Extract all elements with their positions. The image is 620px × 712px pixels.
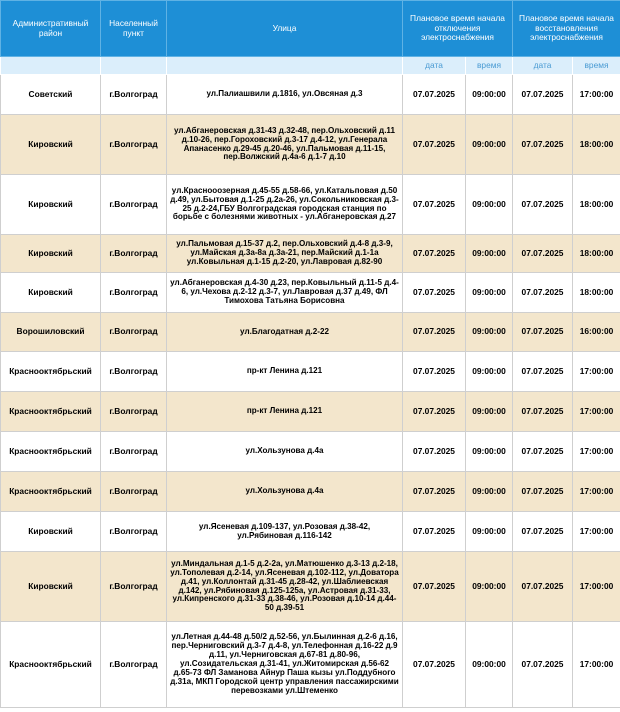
subheader-blank: [1, 57, 101, 75]
table-row: [1, 622, 620, 708]
table-row: [1, 175, 620, 235]
city-cell: г.Волгоград: [101, 175, 167, 235]
on-date-cell: 07.07.2025: [513, 622, 573, 708]
street-cell: ул.Краснооозерная д.45-55 д.58-66, ул.Катальповая д.50 д.49, ул.Бытовая д.1-25 д.2а-26, ул.Сокольниковская д.3-25 д.2-24,ГБУ Волгоградская городская станция по борьбе с болезнями животных - ул.Абганеровская д.27: [167, 175, 403, 235]
off-date-cell: 07.07.2025: [403, 115, 466, 175]
on-date-cell: 07.07.2025: [513, 273, 573, 313]
city-cell: г.Волгоград: [101, 273, 167, 313]
off-date-cell: 07.07.2025: [403, 75, 466, 115]
table-row: [1, 472, 620, 512]
table-row: [1, 235, 620, 273]
street-cell: ул.Абганеровская д.4-30 д.23, пер.Ковыльный д.11-5 д.4-6, ул.Чехова д.2-12 д.3-7, ул.Лавровая д.37 д.49, ФЛ Тимохова Татьяна Борисовна: [167, 273, 403, 313]
city-cell: г.Волгоград: [101, 432, 167, 472]
city-cell: г.Волгоград: [101, 75, 167, 115]
street-cell: ул.Палиашвили д.1816, ул.Овсяная д.3: [167, 75, 403, 115]
off-time-cell: 09:00:00: [466, 472, 513, 512]
district-cell: Краснооктябрьский: [1, 472, 101, 512]
district-cell: Кировский: [1, 235, 101, 273]
district-cell: Краснооктябрьский: [1, 622, 101, 708]
table-row: [1, 352, 620, 392]
street-cell: ул.Хользунова д.4а: [167, 432, 403, 472]
off-time-cell: 09:00:00: [466, 175, 513, 235]
street-cell: ул.Пальмовая д.15-37 д.2, пер.Ольховский д.4-8 д.3-9, ул.Майская д.3а-8а д.3а-21, пер.Майский д.1-1а ул.Ковыльная д.1-15 д.2-20, ул.Лавровая д.82-90: [167, 235, 403, 273]
off-time-cell: 09:00:00: [466, 115, 513, 175]
table-row: [1, 512, 620, 552]
street-cell: пр-кт Ленина д.121: [167, 392, 403, 432]
off-date-cell: 07.07.2025: [403, 552, 466, 622]
city-cell: г.Волгоград: [101, 392, 167, 432]
city-cell: г.Волгоград: [101, 552, 167, 622]
off-time-subheader: время: [466, 57, 513, 75]
on-date-cell: 07.07.2025: [513, 392, 573, 432]
on-date-cell: 07.07.2025: [513, 75, 573, 115]
street-cell: ул.Миндальная д.1-5 д.2-2а, ул.Матюшенко д.3-13 д.2-18, ул.Тополевая д.2-14, ул.Ясеневая д.102-112, ул.Доватора д.41, ул.Коллонтай д.31-45 д.28-42, ул.Шаблиевская д.142, ул.Рябиновая д.125-125а, ул.Астровая д.31-33, ул.Кипренского д.31-33 д.38-46, ул.Розовая д.10-14 д.44-50 д.39-51: [167, 552, 403, 622]
table-row: [1, 115, 620, 175]
district-cell: Краснооктябрьский: [1, 392, 101, 432]
district-cell: Ворошиловский: [1, 313, 101, 352]
off-time-cell: 09:00:00: [466, 432, 513, 472]
street-cell: ул.Благодатная д.2-22: [167, 313, 403, 352]
off-date-cell: 07.07.2025: [403, 273, 466, 313]
off-date-cell: 07.07.2025: [403, 432, 466, 472]
on-date-cell: 07.07.2025: [513, 352, 573, 392]
on-time-header: Плановое время начала восстановления электроснабжения: [513, 1, 620, 57]
district-cell: Советский: [1, 75, 101, 115]
on-time-cell: 16:00:00: [573, 313, 620, 352]
district-cell: Краснооктябрьский: [1, 352, 101, 392]
district-header: Административный район: [1, 1, 101, 57]
off-time-cell: 09:00:00: [466, 622, 513, 708]
on-date-cell: 07.07.2025: [513, 552, 573, 622]
city-cell: г.Волгоград: [101, 512, 167, 552]
on-time-subheader: время: [573, 57, 620, 75]
off-date-cell: 07.07.2025: [403, 352, 466, 392]
table-row: [1, 273, 620, 313]
locality-header: Населенный пункт: [101, 1, 167, 57]
on-date-cell: 07.07.2025: [513, 472, 573, 512]
on-time-cell: 17:00:00: [573, 622, 620, 708]
off-time-cell: 09:00:00: [466, 392, 513, 432]
city-cell: г.Волгоград: [101, 472, 167, 512]
on-time-cell: 18:00:00: [573, 235, 620, 273]
district-cell: Кировский: [1, 512, 101, 552]
on-date-cell: 07.07.2025: [513, 512, 573, 552]
table-row: [1, 552, 620, 622]
city-cell: г.Волгоград: [101, 235, 167, 273]
off-date-cell: 07.07.2025: [403, 235, 466, 273]
on-date-cell: 07.07.2025: [513, 313, 573, 352]
subheader-row: [1, 57, 620, 75]
on-time-cell: 18:00:00: [573, 175, 620, 235]
on-date-cell: 07.07.2025: [513, 432, 573, 472]
table-row: [1, 313, 620, 352]
on-date-cell: 07.07.2025: [513, 235, 573, 273]
on-date-cell: 07.07.2025: [513, 115, 573, 175]
street-header: Улица: [167, 1, 403, 57]
off-date-cell: 07.07.2025: [403, 512, 466, 552]
on-time-cell: 17:00:00: [573, 472, 620, 512]
off-time-cell: 09:00:00: [466, 75, 513, 115]
off-time-cell: 09:00:00: [466, 552, 513, 622]
on-time-cell: 18:00:00: [573, 273, 620, 313]
on-date-subheader: дата: [513, 57, 573, 75]
street-cell: ул.Хользунова д.4а: [167, 472, 403, 512]
on-time-cell: 17:00:00: [573, 75, 620, 115]
city-cell: г.Волгоград: [101, 115, 167, 175]
on-time-cell: 17:00:00: [573, 552, 620, 622]
off-time-cell: 09:00:00: [466, 235, 513, 273]
city-cell: г.Волгоград: [101, 622, 167, 708]
off-date-cell: 07.07.2025: [403, 472, 466, 512]
district-cell: Кировский: [1, 115, 101, 175]
off-time-cell: 09:00:00: [466, 352, 513, 392]
off-date-cell: 07.07.2025: [403, 392, 466, 432]
on-time-cell: 17:00:00: [573, 512, 620, 552]
street-cell: ул.Летная д.44-48 д.50/2 д.52-56, ул.Былинная д.2-6 д.16, пер.Черниговский д.3-7 д.4-8, ул.Телефонная д.16-22 д.9 д.11, ул.Черниговская д.67-81 д.80-96, ул.Созидательская д.31-41, ул.Житомирская д.56-62 д.65-73 ФЛ Заманова Айнур Паша кызы ул.Поддубного д.31а, МКП Городской центр управления пассажирскими перевозками ул.Штеменко: [167, 622, 403, 708]
off-time-cell: 09:00:00: [466, 313, 513, 352]
district-cell: Кировский: [1, 175, 101, 235]
on-time-cell: 18:00:00: [573, 115, 620, 175]
street-cell: пр-кт Ленина д.121: [167, 352, 403, 392]
district-cell: Кировский: [1, 552, 101, 622]
subheader-blank: [101, 57, 167, 75]
street-cell: ул.Ясеневая д.109-137, ул.Розовая д.38-42, ул.Рябиновая д.116-142: [167, 512, 403, 552]
on-date-cell: 07.07.2025: [513, 175, 573, 235]
on-time-cell: 17:00:00: [573, 432, 620, 472]
district-cell: Краснооктябрьский: [1, 432, 101, 472]
district-cell: Кировский: [1, 273, 101, 313]
off-date-subheader: дата: [403, 57, 466, 75]
table-row: [1, 75, 620, 115]
off-date-cell: 07.07.2025: [403, 175, 466, 235]
off-time-cell: 09:00:00: [466, 512, 513, 552]
city-cell: г.Волгоград: [101, 352, 167, 392]
street-cell: ул.Абганеровская д.31-43 д.32-48, пер.Ольховский д.11 д.10-26, пер.Гороховский д.3-17 д.4-12, ул.Генерала Апанасенко д.29-45 д.20-46, ул.Пальмовая д.11-15, пер.Волжский д.4а-6 д.1-7 д.10: [167, 115, 403, 175]
table-row: [1, 432, 620, 472]
header-row: [1, 1, 620, 57]
on-time-cell: 17:00:00: [573, 352, 620, 392]
off-time-cell: 09:00:00: [466, 273, 513, 313]
off-date-cell: 07.07.2025: [403, 622, 466, 708]
off-date-cell: 07.07.2025: [403, 313, 466, 352]
table-row: [1, 392, 620, 432]
on-time-cell: 17:00:00: [573, 392, 620, 432]
subheader-blank: [167, 57, 403, 75]
city-cell: г.Волгоград: [101, 313, 167, 352]
off-time-header: Плановое время начала отключения электроснабжения: [403, 1, 513, 57]
